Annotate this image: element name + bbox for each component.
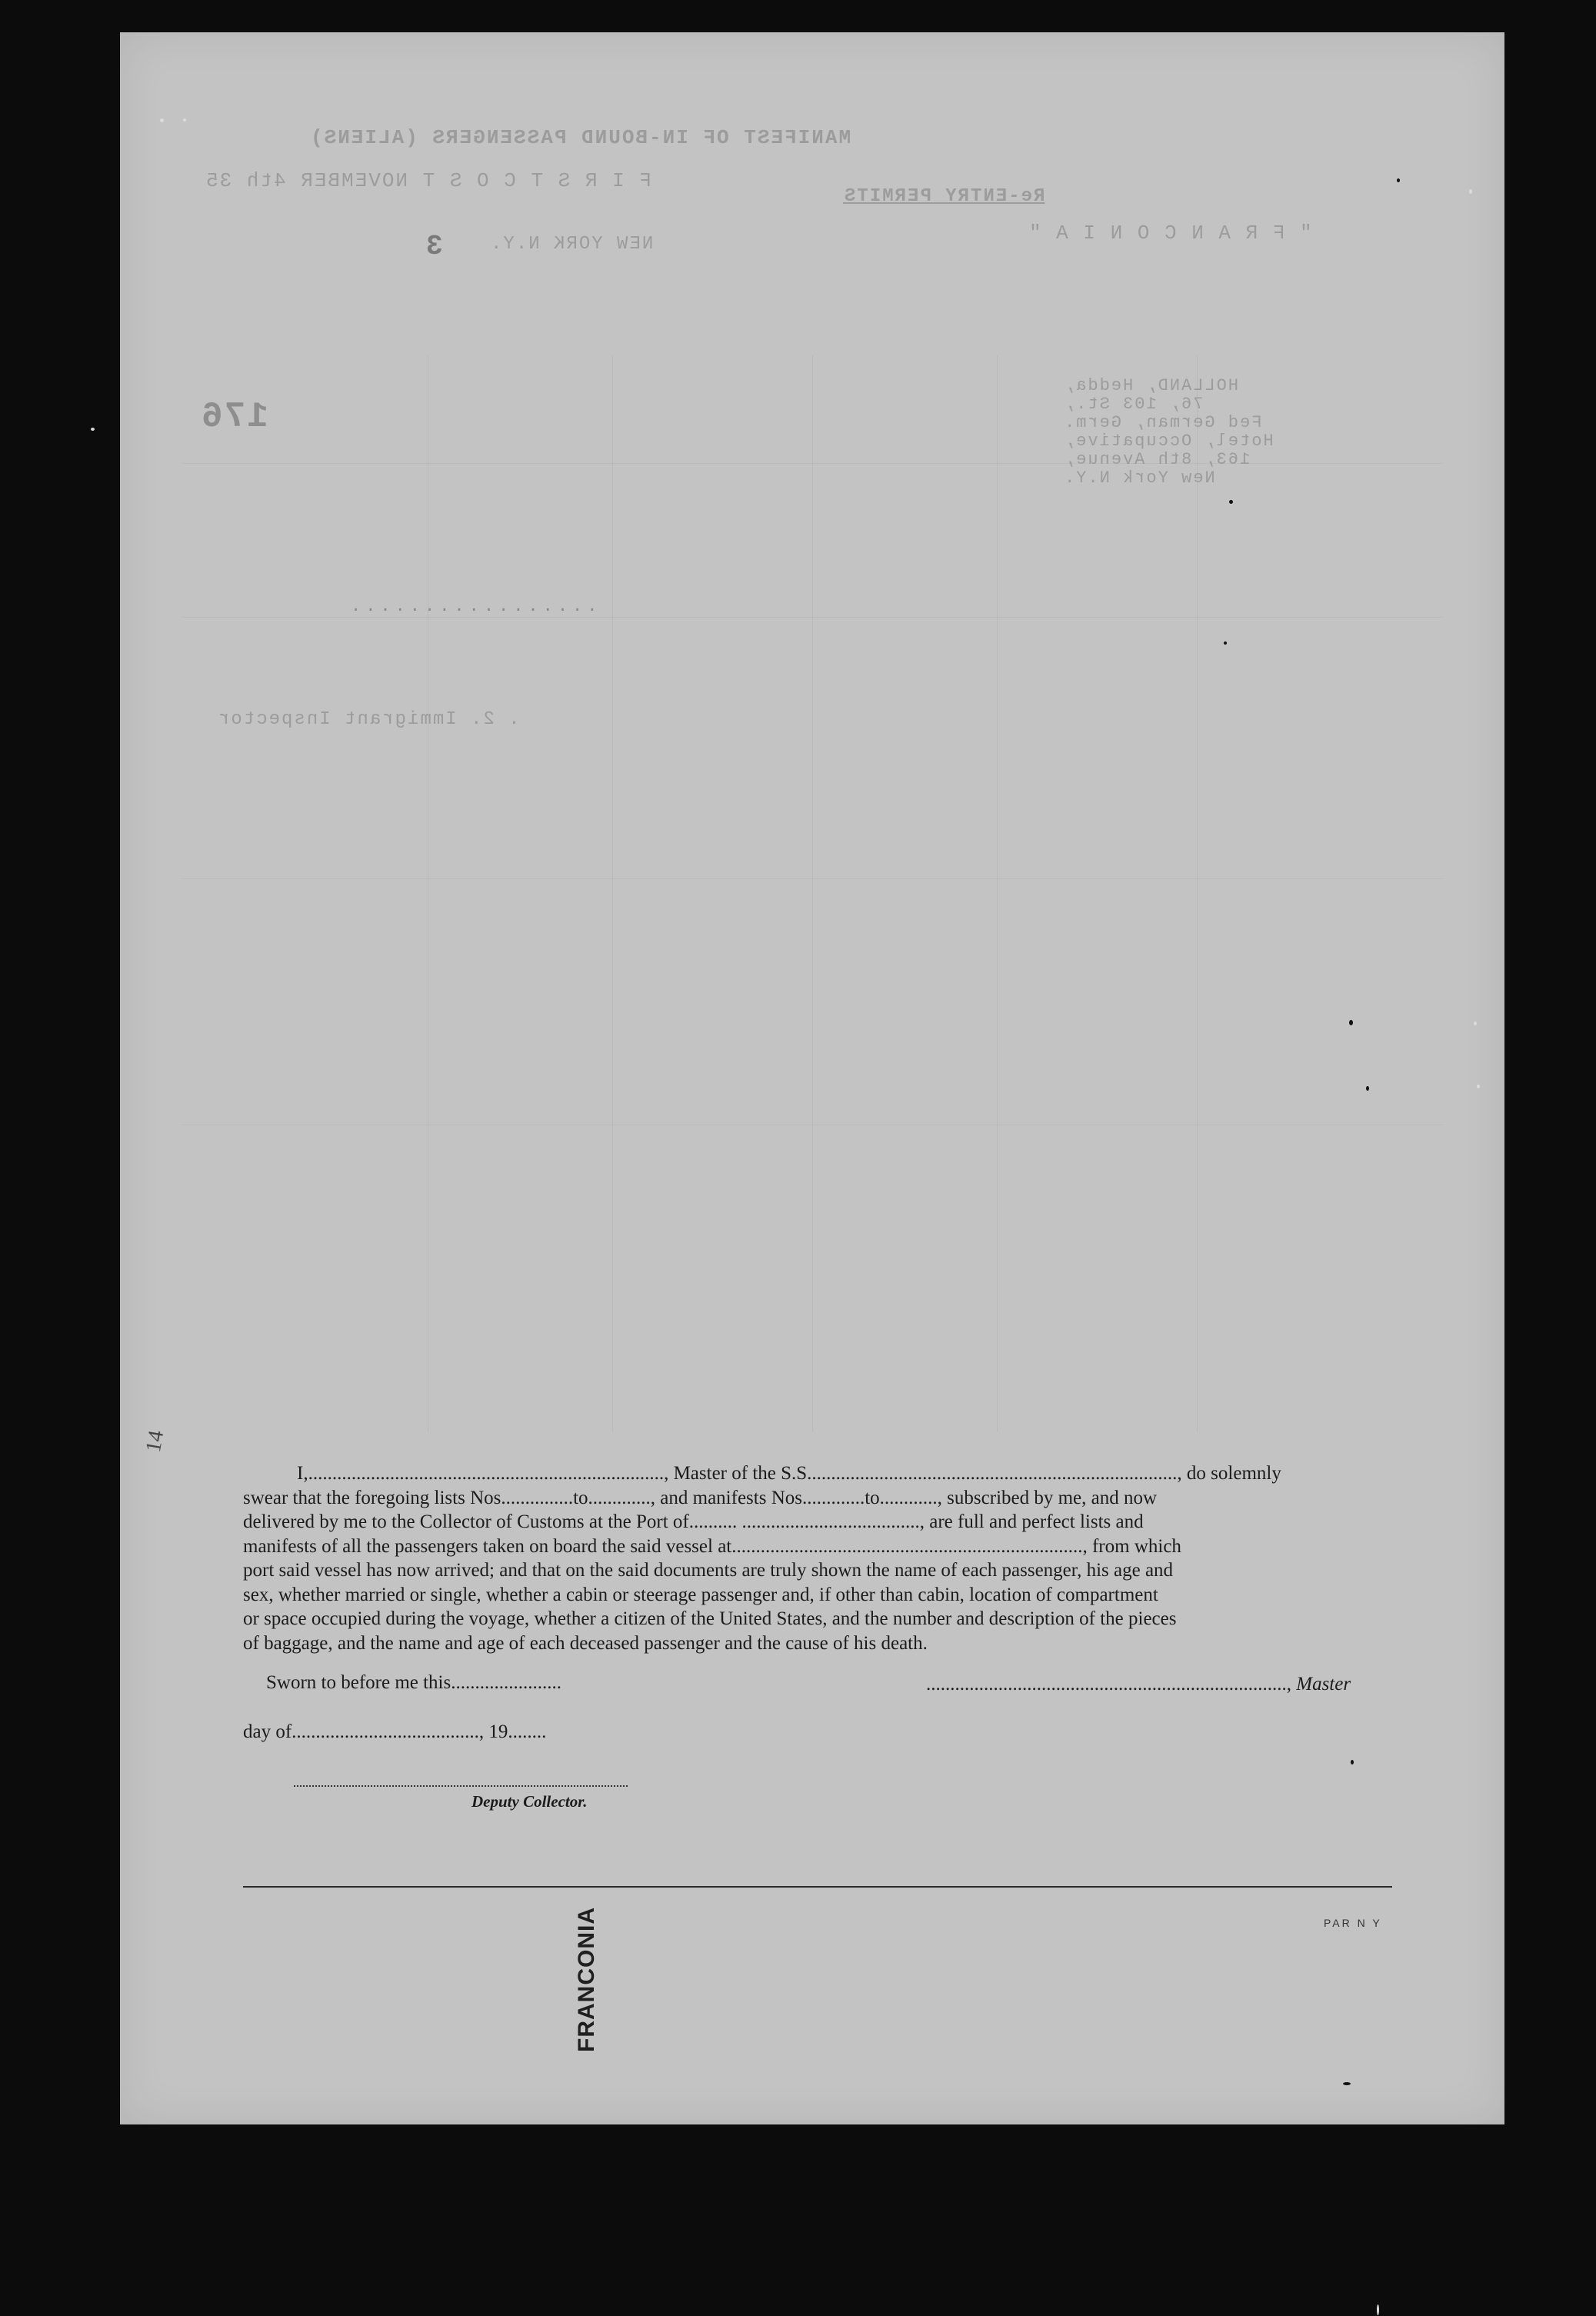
- sworn-before-field: Sworn to before me this.......................: [266, 1672, 561, 1693]
- ghost-column-rule: [1197, 355, 1198, 1432]
- border-speck: [91, 428, 95, 431]
- border-speck: [1377, 2304, 1379, 2315]
- day-of-field: day of......................................., 19........: [243, 1721, 547, 1742]
- ghost-row-rule: [182, 617, 1443, 618]
- oath-line: manifests of all the passengers taken on board the said vessel at........................................................................., from which: [243, 1535, 1181, 1557]
- ghost-list-number: 3: [425, 231, 443, 262]
- ship-name-stamp: FRANCONIA: [574, 1907, 599, 2052]
- deputy-signature-line: [294, 1785, 628, 1787]
- ghost-column-rule: [612, 355, 613, 1432]
- ghost-reentry-permits: Re-ENTRY PERMITS: [843, 186, 1045, 207]
- master-signature-dots: ...........................................................................,: [926, 1674, 1297, 1695]
- oath-line-text: I,.........................................................................., Master of the S.S............................................................................., do solemnly: [297, 1463, 1281, 1484]
- ghost-ship-name: " F R A N C O N I A ": [1028, 222, 1312, 245]
- scan-speck: [1343, 2082, 1351, 2085]
- scan-speck: [1349, 1020, 1353, 1025]
- ghost-address-line: 76, 103 St.,: [1063, 395, 1204, 414]
- ghost-column-rule: [812, 355, 813, 1432]
- ghost-manifest-title: MANIFEST OF IN-BOUND PASSENGERS (ALIENS): [309, 126, 851, 149]
- ghost-address-line: Hotel, Occupative,: [1063, 432, 1274, 451]
- ghost-port: NEW YORK N.Y.: [489, 234, 654, 255]
- master-signature-field: [926, 1674, 1351, 1695]
- border-speck: [183, 118, 186, 122]
- ghost-address-line: New York N.Y.: [1063, 468, 1215, 488]
- ghost-class-line: F I R S T C O S T NOVEMBER 4th 35: [205, 169, 651, 192]
- border-speck: [1474, 1021, 1477, 1025]
- oath-line: of baggage, and the name and age of each deceased passenger and the cause of his death.: [243, 1632, 928, 1654]
- ghost-address-line: HOLLAND, Hedda,: [1063, 376, 1239, 395]
- border-speck: [160, 118, 164, 122]
- scan-speck: [1224, 641, 1227, 645]
- ghost-row-number: 176: [200, 397, 268, 437]
- deputy-collector-label: Deputy Collector.: [471, 1792, 588, 1811]
- ghost-column-rule: [997, 355, 998, 1432]
- border-speck: [1469, 189, 1472, 194]
- printer-mark: PAR N Y: [1324, 1917, 1382, 1929]
- oath-line: delivered by me to the Collector of Customs at the Port of.......... ....................................., are full and perfect lists and: [243, 1511, 1144, 1532]
- ghost-address-line: Fed German, Germ.: [1063, 413, 1262, 432]
- footer-rule: [243, 1886, 1392, 1888]
- border-speck: [1477, 1085, 1480, 1088]
- master-oath-text: [243, 1461, 1515, 1655]
- master-label: Master: [1296, 1674, 1351, 1695]
- oath-line: swear that the foregoing lists Nos...............to............., and manifests Nos.............to............, subscribed by me, and now: [243, 1487, 1158, 1508]
- oath-line: [243, 1461, 1515, 1486]
- scan-speck: [1366, 1086, 1369, 1091]
- ghost-dotted-field: .................: [351, 597, 602, 616]
- oath-line: or space occupied during the voyage, whether a citizen of the United States, and the number and description of the pieces: [243, 1608, 1177, 1629]
- oath-line: sex, whether married or single, whether a cabin or steerage passenger and, if other than cabin, location of compartment: [243, 1584, 1158, 1605]
- oath-line: port said vessel has now arrived; and that on the said documents are truly shown the name of each passenger, his age and: [243, 1560, 1174, 1581]
- margin-note: 14: [141, 1428, 169, 1455]
- ghost-address-block: [1063, 377, 1394, 488]
- ghost-inspector: . 2. Immigrant Inspector: [217, 709, 520, 730]
- ghost-row-rule: [182, 878, 1443, 879]
- scan-speck: [1397, 178, 1400, 182]
- manifest-page: [120, 32, 1504, 2124]
- ghost-address-line: 163, 8th Avenue,: [1063, 450, 1251, 469]
- scan-speck: [1351, 1760, 1354, 1764]
- scan-speck: [1229, 500, 1233, 504]
